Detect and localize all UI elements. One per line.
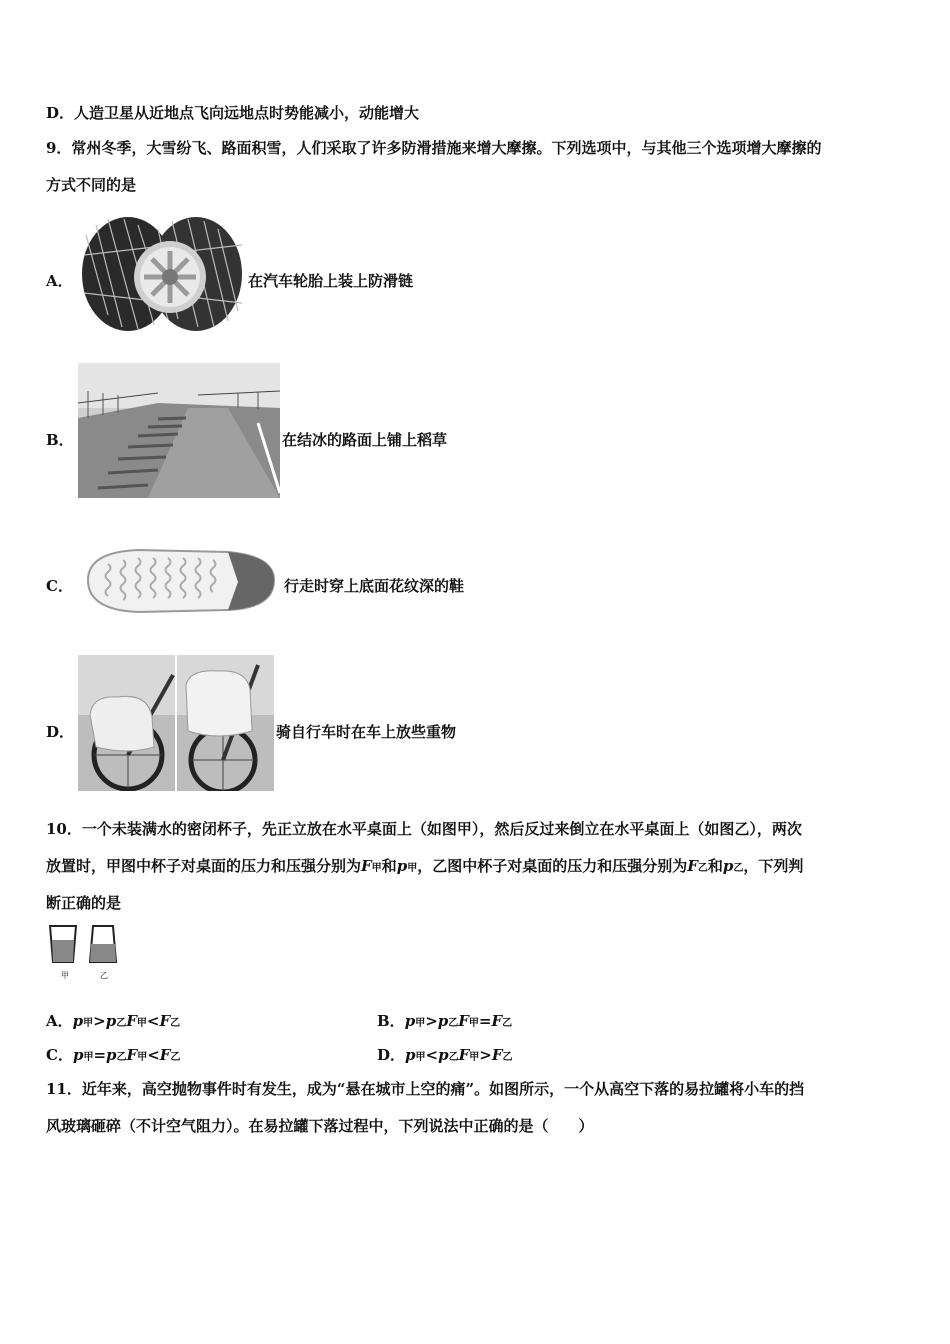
q9-option-b-text: 在结冰的路面上铺上稻草 [282, 431, 448, 449]
relation-F: < [147, 1046, 160, 1064]
symbol-F: F [491, 1012, 503, 1030]
q10-stem-line2-a: 放置时，甲图中杯子对桌面的压力和压强分别为 [46, 857, 362, 875]
subscript-yi: 乙 [170, 1052, 181, 1063]
q10-stem-line2-b: ，乙图中杯子对桌面的压力和压强分别为 [417, 857, 688, 875]
q9-option-d-label: D． [46, 723, 75, 741]
q10-option-d [377, 1044, 512, 1065]
q10-option-a-label: A． [46, 1012, 73, 1030]
q9-option-a-label: A． [46, 272, 73, 290]
symbol-F: F [126, 1012, 137, 1030]
q8-option-d: D．人造卫星从近地点飞向远地点时势能减小，动能增大 [46, 104, 420, 122]
subscript-jia: 甲 [137, 1052, 148, 1063]
relation-p: > [425, 1012, 438, 1030]
subscript-yi: 乙 [116, 1052, 127, 1063]
symbol-F: F [491, 1046, 503, 1064]
relation-p: < [425, 1046, 439, 1064]
symbol-p: p [72, 1046, 84, 1064]
q10-stem-line3: 断正确的是 [46, 894, 122, 912]
symbol-p: p [722, 857, 734, 875]
relation-F: > [479, 1046, 492, 1064]
symbol-F: F [361, 857, 372, 875]
symbol-p: p [105, 1012, 117, 1030]
symbol-F: F [458, 1012, 469, 1030]
subscript-yi: 乙 [116, 1018, 127, 1029]
bicycle-load-image [78, 655, 274, 791]
q10-option-b [377, 1010, 512, 1031]
subscript-jia: 甲 [407, 863, 418, 874]
q10-stem-line1: 10．一个未装满水的密闭杯子，先正立放在水平桌面上（如图甲），然后反过来倒立在水平桌面上（如图乙），两次 [46, 820, 802, 838]
symbol-p: p [396, 857, 408, 875]
relation-F: = [478, 1012, 492, 1030]
relation-p: > [93, 1012, 106, 1030]
cups-figure [46, 922, 122, 970]
relation-p: = [93, 1046, 107, 1064]
figure-label-yi: 乙 [100, 971, 108, 980]
q10-option-b-label: B． [377, 1012, 405, 1030]
subscript-jia: 甲 [469, 1052, 480, 1063]
subscript-yi: 乙 [502, 1018, 513, 1029]
symbol-p: p [404, 1012, 416, 1030]
q9-option-c-text: 行走时穿上底面花纹深的鞋 [284, 577, 465, 595]
q10-stem-line2 [46, 855, 803, 876]
q11-stem-line2: 风玻璃砸碎（不计空气阻力）。在易拉罐下落过程中，下列说法中正确的是（ ） [46, 1117, 594, 1135]
word-and: 和 [381, 857, 397, 875]
symbol-F: F [687, 857, 698, 875]
subscript-jia: 甲 [415, 1052, 426, 1063]
symbol-p: p [106, 1046, 117, 1064]
subscript-jia: 甲 [136, 1018, 147, 1029]
symbol-F: F [126, 1046, 138, 1064]
subscript-yi: 乙 [448, 1052, 459, 1063]
q9-stem-line2: 方式不同的是 [46, 176, 137, 194]
icy-road-straw-image [78, 363, 280, 498]
tire-chains-image [78, 215, 246, 333]
figure-label-jia: 甲 [61, 971, 69, 980]
q9-option-d-text: 骑自行车时在车上放些重物 [276, 723, 457, 741]
shoe-sole-image [78, 542, 278, 616]
q9-option-c-label: C． [46, 577, 73, 595]
symbol-p: p [405, 1046, 416, 1064]
symbol-p: p [72, 1012, 84, 1030]
symbol-F: F [159, 1012, 171, 1030]
q9-option-b-label: B． [46, 431, 74, 449]
subscript-jia: 甲 [415, 1018, 426, 1029]
symbol-p: p [437, 1012, 449, 1030]
symbol-F: F [159, 1046, 171, 1064]
subscript-jia: 甲 [83, 1052, 94, 1063]
word-and: 和 [707, 857, 723, 875]
q9-stem-line1: 9．常州冬季，大雪纷飞、路面积雪，人们采取了许多防滑措施来增大摩擦。下列选项中，与其他三个选项增大摩擦的 [46, 139, 822, 157]
q11-stem-line1: 11．近年来，高空抛物事件时有发生，成为“悬在城市上空的痛”。如图所示，一个从高空下落的易拉罐将小车的挡 [46, 1080, 805, 1098]
symbol-p: p [438, 1046, 449, 1064]
subscript-jia: 甲 [83, 1018, 94, 1029]
q10-option-d-label: D． [377, 1046, 406, 1064]
q10-stem-line2-c: ，下列判 [743, 857, 804, 875]
subscript-jia: 甲 [371, 863, 382, 874]
subscript-yi: 乙 [697, 863, 708, 874]
subscript-jia: 甲 [468, 1018, 479, 1029]
q10-option-c [46, 1044, 180, 1065]
subscript-yi: 乙 [502, 1052, 513, 1063]
subscript-yi: 乙 [170, 1018, 181, 1029]
q9-option-a-text: 在汽车轮胎上装上防滑链 [248, 272, 414, 290]
q10-option-c-label: C． [46, 1046, 73, 1064]
subscript-yi: 乙 [733, 863, 744, 874]
subscript-yi: 乙 [448, 1018, 459, 1029]
q10-option-a [46, 1010, 180, 1031]
symbol-F: F [458, 1046, 470, 1064]
relation-F: < [146, 1012, 160, 1030]
